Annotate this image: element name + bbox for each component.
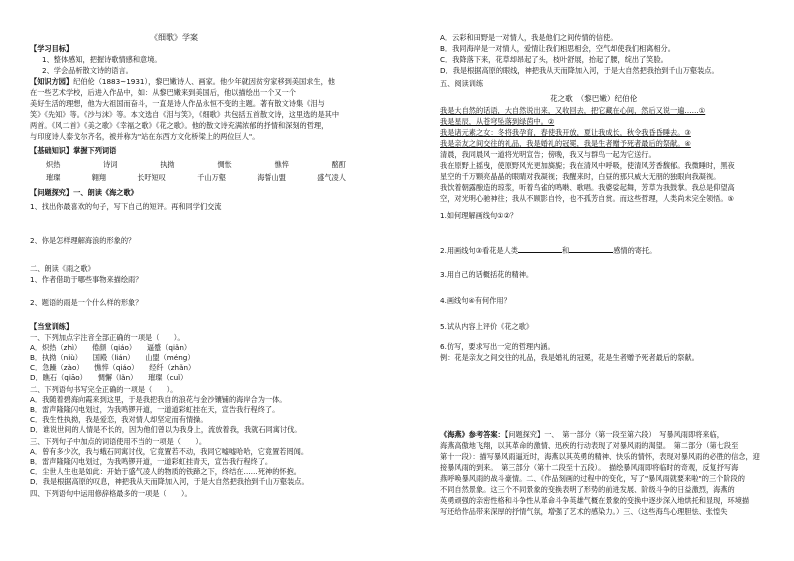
exercise-question: 一、下列加点字注音全部正确的一项是（ ）。 bbox=[30, 333, 185, 342]
exercise-option: B．雷声隆隆闪电划过，为我鸣锣开道，一道彩虹挂青天，宣告我行程终了。 bbox=[30, 457, 273, 466]
poem-line: 我是大自然的话语，大自然说出来，又收回去，把它藏在心间，然后又说一遍……① bbox=[440, 106, 706, 115]
exercise-option: A．曾有多少次，我与蛾石同寓讨伐，它竟置若不动，我同它嘘嘘哈哈，它竟置若罔闻。 bbox=[30, 447, 309, 456]
answer-line: 海燕高傲地飞翔，以其革命的激情、迅疾的行动表现了对暴风雨的渴望。 第二部分（第七段至 bbox=[440, 441, 739, 450]
poem-line: 清晨，我同晨风一道将光明宣告；傍晚，我又与群鸟一起为它送行。 bbox=[440, 150, 656, 159]
practice-heading: 【当堂训练】 bbox=[30, 322, 74, 331]
explore-heading: 【问题探究】一、朗读《海之歌》 bbox=[30, 188, 138, 197]
vocab-word: 炽热 bbox=[46, 160, 61, 169]
exercise-option: C．尘世人生也是如此：开始于盛气凌人的物质的铁蹄之下，终结在……死神的怀抱。 bbox=[30, 467, 301, 476]
background-line: 在一些艺术学校，后进入作品中，如：从黎巴嫩来到美国后，他以描绘出一个又一个 bbox=[30, 88, 296, 97]
exercise-option: D．我是根据高原的眼线，神把我从天而降加入河，于是大自然把我抬到千山万壑装点。 bbox=[440, 66, 719, 75]
poem-line: 星空的千万颗亮晶晶的眼睛对我凝视；我醒来时，白昼的那只威大无朋的独眼向我凝视。 bbox=[440, 172, 721, 181]
reading-question: 6.仿写，要求写出一定的哲理内涵。 bbox=[440, 342, 555, 351]
vocab-word: 海誓山盟 bbox=[257, 173, 286, 182]
vocab-word: 盛气凌人 bbox=[317, 173, 346, 182]
answer-line: 写还给作品带来深厚的抒情气氛，增强了艺术的感染力。）三、（这些海鸟心理胆怯、张惶失 bbox=[440, 507, 728, 516]
answer-line: 燕呼唤暴风雨的战斗豪情。二、《作品刻画的过程中的变化，写了"暴风雨就要来啦"的三个阶段的 bbox=[440, 474, 745, 483]
answer-blank[interactable] bbox=[518, 245, 562, 253]
exercise-option: A．云彩和田野是一对情人，我是他们之间传情的信使。 bbox=[440, 33, 618, 42]
answer-line: 不同自然景象。这三个不同景象的变换表明了形势的前进发展、阶级斗争的日益激烈，海燕的 bbox=[440, 485, 735, 494]
reading-question: 4.画线句④有何作用？ bbox=[440, 296, 511, 305]
exercise-option: A．我随着碧海向霞来到这里，于是我把我自的浪花与金沙镶铺的海岸合为一体。 bbox=[30, 395, 287, 404]
background-line: 【知识方园】纪伯伦（1883~1931），黎巴嫩诗人、画家。他少年就因贫穷家移到美国求生，他 bbox=[30, 77, 335, 86]
vocab-word: 憔悴 bbox=[274, 160, 289, 169]
exercise-question: 二、下列语句书写完全正确的一项是（ ）。 bbox=[30, 385, 178, 394]
answer-heading: 《海燕》参考答案： bbox=[440, 430, 505, 439]
reading-question: 3.用自己的话概括花的精神。 bbox=[440, 270, 534, 279]
vocab-row bbox=[46, 160, 346, 169]
reading-question: 2.用画线句③看花是人类 和 感情的寄托。 bbox=[440, 246, 657, 255]
question: 2、题语的雨是一个什么样的形象？ bbox=[30, 298, 143, 307]
vocab-row bbox=[46, 173, 346, 182]
basic-heading: 【基础知识】掌握下列词语 bbox=[30, 146, 117, 155]
exercise-option: D．瞧石（qiāo） 惆懈（lǎn） 璀璨（cuǐ） bbox=[30, 373, 188, 382]
vocab-word: 酩酊 bbox=[331, 160, 346, 169]
exercise-option: C．我生性执拗，我是爱恋，我对情人却坚定而有情操。 bbox=[30, 415, 208, 424]
reading-question: 5.试从内容上评价《花之歌》 bbox=[440, 322, 534, 331]
goals-heading: 【学习目标】 bbox=[30, 44, 74, 53]
exercise-option: B．执拗（niù） 国殿（lián） 山盟（méng） bbox=[30, 353, 195, 362]
document-title: 《细歌》学案 bbox=[150, 33, 198, 42]
background-heading: 【知识方园】 bbox=[30, 77, 74, 86]
background-line: 与印度诗人泰戈尔齐名，被并称为"站在东西方文化桥梁上的两位巨人"。 bbox=[30, 132, 260, 141]
exercise-option: D．我是根据高原的叹息，神把我从天而降加入河，于是大自然把我抬到千山万壑装点。 bbox=[30, 477, 309, 486]
vocab-word: 诗词 bbox=[103, 160, 118, 169]
goal-line: 2、学会品析散文诗的语言。 bbox=[42, 66, 133, 75]
question: 2、你是怎样理解海浪的形象的？ bbox=[30, 236, 136, 245]
question: 1、找出你最喜欢的句子，写下自己的短评。再和同学们交流 bbox=[30, 202, 222, 211]
exercise-option: D．谁说世间的人情是不长的，因为他们曾以为我身上，流放着我，我就石同寓讨伐。 bbox=[30, 425, 302, 434]
question: 1、作者借助于哪些事物来描绘雨？ bbox=[30, 275, 143, 284]
poem-line: 我是诸元素之女：冬将我孕育，春使我开放，夏让我成长，秋令我昏昏睡去。③ bbox=[440, 128, 691, 137]
exercise-option: A．炽热（zhì） 倦颜（qiáo） 逼蹙（qiǎn） bbox=[30, 343, 192, 352]
background-line: 两首。《风二首》《美之歌》《幸福之歌》《花之歌》。他的散文诗充满浓郁的抒情和深刻的哲理， bbox=[30, 121, 329, 130]
answer-blank[interactable] bbox=[569, 245, 613, 253]
vocab-word: 翱翔 bbox=[91, 173, 106, 182]
vocab-word: 执拗 bbox=[160, 160, 175, 169]
poem-line: 我饮着朝露酿造的琼浆，听着鸟雀的鸣啭、歌唱。我婆娑起舞，芳草为我鼓掌。我总是仰望高 bbox=[440, 183, 735, 192]
example-sentence: 例：花是亲友之间交往的礼品，我是婚礼的冠冕，花是生者赠予死者最后的祭献。 bbox=[440, 353, 699, 362]
background-line: 笑》《先知》等。《沙与沫》等。本文选自《泪与笑》，《细歌》共包括五首散文诗，这里选的是其中 bbox=[30, 110, 340, 119]
vocab-word: 惆怅 bbox=[217, 160, 232, 169]
poem-line: 我在原野上摇曳，使原野风光更加旖旎；我在清风中呼吸，使清风芳香馥郁。我微睡时，黑夜 bbox=[440, 161, 735, 170]
answer-line: 英勇顽强的亲密性格和斗争性从革命斗争英雄气概在景象的变换中逐步深入地烘托和显现，环境描 bbox=[440, 496, 750, 505]
poem-line: 空，对光明心驰神往；我从不顾影自怜，也不孤芳自赏。而这些哲理，人类尚未完全领悟。⑤ bbox=[440, 194, 734, 203]
vocab-word: 千山万壑 bbox=[197, 173, 226, 182]
background-line: 美好生活的理想，他为大祖国而奋斗，一直是诗人作品永恒不变的主题。著有散文诗集《泪与 bbox=[30, 99, 325, 108]
section-heading: 二、朗读《雨之歌》 bbox=[30, 264, 95, 273]
goal-line: 1、整体感知，把握诗歌情感和意境。 bbox=[42, 55, 162, 64]
exercise-question: 四、下列语句中运用修辞格最多的一项是（ ）。 bbox=[30, 489, 192, 498]
answer-line: 《海燕》参考答案：【问题探究】一、 第一部分（第一段至第六段） 写暴风雨即将来临， bbox=[440, 430, 724, 439]
exercise-option: C．我降落下来，花草却昂起了头，枝叶舒展，抬起了腰，绽出了笑脸。 bbox=[440, 55, 668, 64]
exercise-option: B．雷声隆隆闪电划过，为我鸣锣开道，一道道彩虹挂在天，宣告我行程终了。 bbox=[30, 405, 280, 414]
poem-line: 我是星辰，从苍穹坠落到绿茵中。② bbox=[440, 117, 555, 126]
exercise-option: B．我同海岸是一对情人，爱情让我们相思相会，空气却使我们相离相分。 bbox=[440, 44, 675, 53]
section-heading: 五、阅读训练 bbox=[440, 79, 484, 88]
answer-line: 第十一段）：描写暴风雨逼近时，海燕以其英勇的精神、快乐的情怀，表现对暴风雨的必胜的信念，迎 bbox=[440, 452, 760, 461]
reading-question: 1.如何理解画线句①②？ bbox=[440, 211, 518, 220]
vocab-word: 长吁短叹 bbox=[137, 173, 166, 182]
poem-title: 花之歌 （黎巴嫩）纪伯伦 bbox=[550, 94, 638, 103]
exercise-option: C．急躁（zào） 憔悴（qiáo） 经纤（zhǎn） bbox=[30, 363, 196, 372]
vocab-word: 璀璨 bbox=[46, 173, 61, 182]
answer-line: 接暴风雨的到来。 第三部分（第十二段至十五段）。 描绘暴风雨即将临时的奇观，反复抒写海 bbox=[440, 463, 739, 472]
poem-line: 我是亲友之间交往的礼品，我是婚礼的冠冕，我是生者赠予死者最后的祭献。④ bbox=[440, 139, 691, 148]
exercise-question: 三、下列句子中加点的词语使用不当的一项是（ ）。 bbox=[30, 437, 207, 446]
